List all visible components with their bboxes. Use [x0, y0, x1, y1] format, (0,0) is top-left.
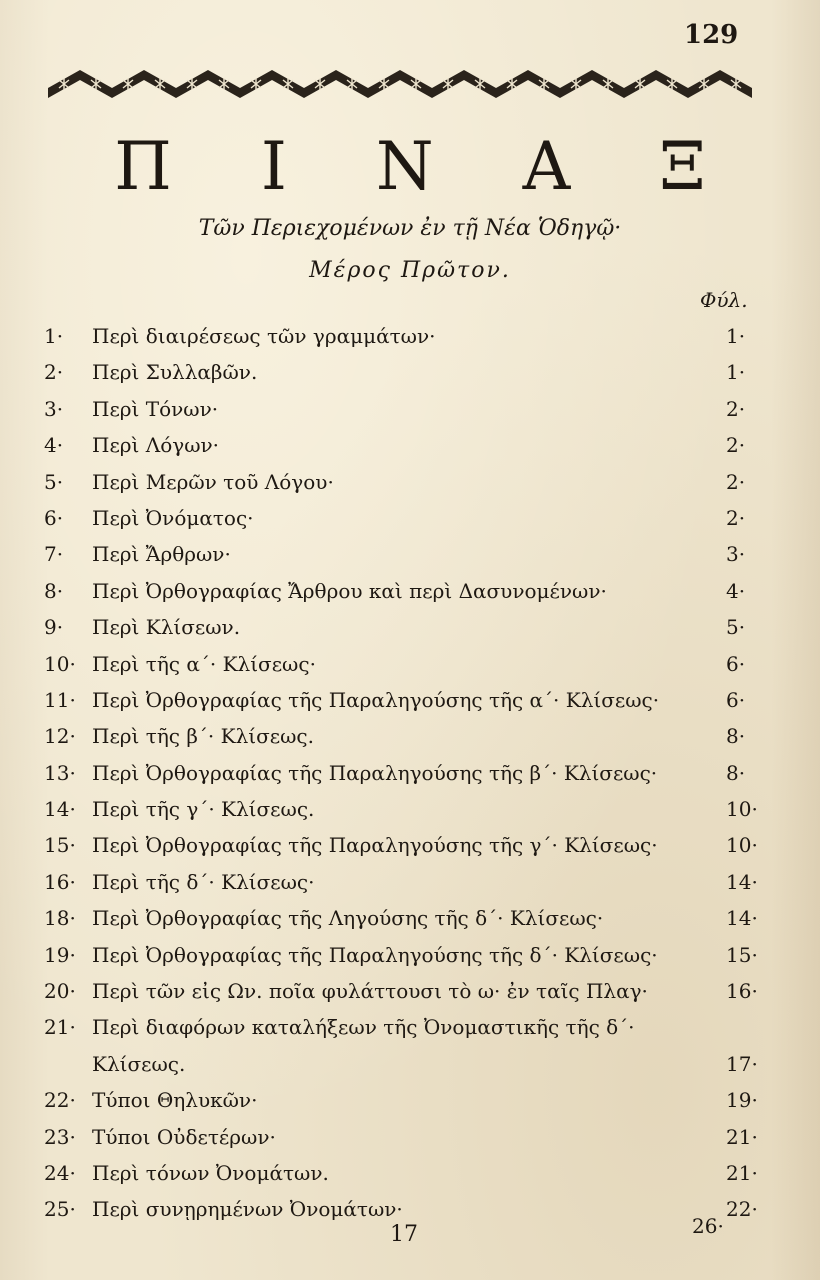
toc-entry-page: 21· [726, 1124, 758, 1149]
toc-entry-number: 13· [44, 760, 76, 785]
page-number: 129 [684, 20, 739, 50]
toc-entry [0, 900, 820, 936]
toc-entry-page: 6· [726, 651, 746, 676]
toc-entry-page: 19· [726, 1088, 758, 1113]
toc-entry [0, 827, 820, 863]
toc-entry-number: 9· [44, 615, 64, 640]
toc-entry-number: 10· [44, 651, 76, 676]
toc-entry-page: 14· [726, 906, 758, 931]
toc-entry-title: Περὶ τῆς β΄· Κλίσεως. [92, 724, 314, 749]
catchword: 26· [692, 1214, 724, 1238]
toc-entry-title: Περὶ τῆς α΄· Κλίσεως· [92, 651, 316, 676]
toc-entry-page: 3· [726, 542, 746, 567]
toc-entry-title: Τύποι Θηλυκῶν· [92, 1088, 258, 1113]
toc-entry-page: 2· [726, 469, 746, 494]
toc-entry-number: 8· [44, 578, 64, 603]
page-title: Π Ι Ν Α Ξ [114, 128, 740, 205]
toc-entry-title: Περὶ Κλίσεων. [92, 615, 241, 640]
toc-entry [0, 973, 820, 1009]
toc-entry-page: 4· [726, 578, 746, 603]
toc-entry-page: 17· [726, 1051, 758, 1076]
toc-entry-title: Περὶ Μερῶν τοῦ Λόγου· [92, 469, 334, 494]
toc-entry-title: Περὶ Ὀρθογραφίας τῆς Παραληγούσης τῆς δ΄· Κλίσεως· [92, 942, 658, 967]
table-of-contents [0, 318, 820, 1228]
toc-entry-page: 6· [726, 687, 746, 712]
toc-entry-title: Τύποι Οὐδετέρων· [92, 1124, 276, 1149]
toc-entry [0, 500, 820, 536]
toc-entry-number: 6· [44, 505, 64, 530]
toc-entry [0, 609, 820, 645]
toc-entry [0, 573, 820, 609]
toc-entry-title: Περὶ Ὀρθογραφίας Ἄρθρου καὶ περὶ Δασυνομένων· [92, 578, 607, 603]
toc-entry-page: 15· [726, 942, 758, 967]
toc-entry-page: 2· [726, 505, 746, 530]
toc-entry-number: 19· [44, 942, 76, 967]
toc-entry-number: 14· [44, 797, 76, 822]
page-subtitle: Τῶν Περιεχομένων ἐν τῇ Νέα Ὁδηγῷ· [198, 216, 622, 241]
toc-entry [0, 318, 820, 354]
toc-entry [0, 646, 820, 682]
toc-entry-number: 3· [44, 396, 64, 421]
toc-entry [0, 937, 820, 973]
toc-entry-number: 25· [44, 1197, 76, 1222]
toc-entry-number: 15· [44, 833, 76, 858]
toc-entry-number: 21· [44, 1015, 76, 1040]
toc-entry-title: Περὶ Ἄρθρων· [92, 542, 231, 567]
toc-entry-number: 2· [44, 360, 64, 385]
toc-entry-number: 12· [44, 724, 76, 749]
toc-entry-number: 20· [44, 979, 76, 1004]
toc-entry [0, 1155, 820, 1191]
toc-entry-title: Περὶ τόνων Ὀνομάτων. [92, 1160, 329, 1185]
toc-entry-page: 22· [726, 1197, 758, 1222]
toc-entry-page: 21· [726, 1160, 758, 1185]
toc-entry [0, 427, 820, 463]
toc-entry [0, 864, 820, 900]
toc-entry-title: Περὶ Ὀρθογραφίας τῆς Παραληγούσης τῆς γ΄· Κλίσεως· [92, 833, 658, 858]
toc-entry [0, 464, 820, 500]
toc-entry-number: 1· [44, 324, 64, 348]
toc-entry-title: Περὶ Συλλαβῶν. [92, 360, 258, 385]
toc-entry-page: 10· [726, 797, 758, 822]
toc-entry-number: 18· [44, 906, 76, 931]
toc-entry-page: 1· [726, 324, 746, 348]
toc-entry-title: Περὶ Τόνων· [92, 396, 219, 421]
toc-entry-number: 11· [44, 687, 76, 712]
toc-entry-page: 5· [726, 615, 746, 640]
toc-entry-number: 22· [44, 1088, 76, 1113]
toc-entry [0, 1119, 820, 1155]
toc-entry-title: Περὶ τῆς δ΄· Κλίσεως· [92, 869, 315, 894]
toc-entry-title: Περὶ τῆς γ΄· Κλίσεως. [92, 797, 315, 822]
toc-entry [0, 1046, 820, 1082]
toc-entry [0, 718, 820, 754]
toc-entry-title: Περὶ τῶν εἰς Ων. ποῖα φυλάττουσι τὸ ω· ἐν ταῖς Πλαγ· [92, 979, 648, 1004]
ornamental-border [48, 58, 752, 100]
part-heading: Μέρος Πρῶτον. [309, 258, 511, 283]
toc-entry [0, 755, 820, 791]
toc-entry-number: 5· [44, 469, 64, 494]
toc-entry [0, 391, 820, 427]
toc-entry-number: 16· [44, 869, 76, 894]
toc-entry-title: Περὶ διαφόρων καταλήξεων τῆς Ὀνομαστικῆς τῆς δ΄· [92, 1015, 635, 1040]
toc-entry-number: 23· [44, 1124, 76, 1149]
toc-entry [0, 354, 820, 390]
toc-entry-title: Περὶ Ὀρθογραφίας τῆς Παραληγούσης τῆς α΄· Κλίσεως· [92, 687, 660, 712]
toc-entry-page: 1· [726, 360, 746, 385]
toc-entry-title: Περὶ Ὀρθογραφίας τῆς Παραληγούσης τῆς β΄· Κλίσεως· [92, 760, 658, 785]
toc-entry-title: Περὶ Λόγων· [92, 433, 220, 458]
toc-entry [0, 791, 820, 827]
toc-entry-title: Περὶ Ὀνόματος· [92, 505, 254, 530]
toc-entry-page: 8· [726, 760, 746, 785]
toc-entry-page: 14· [726, 869, 758, 894]
toc-entry-title: Περὶ συνῃρημένων Ὀνομάτων· [92, 1197, 403, 1222]
toc-entry-page: 2· [726, 396, 746, 421]
toc-entry-page: 10· [726, 833, 758, 858]
toc-entry [0, 1082, 820, 1118]
toc-entry-title: Κλίσεως. [92, 1051, 186, 1076]
toc-entry [0, 682, 820, 718]
toc-entry-page: 2· [726, 433, 746, 458]
toc-entry [0, 1009, 820, 1045]
toc-entry-page: 16· [726, 979, 758, 1004]
page-column-heading: Φύλ. [700, 288, 748, 312]
signature-mark: 17 [390, 1222, 418, 1247]
toc-entry-number: 4· [44, 433, 64, 458]
toc-entry-title: Περὶ Ὀρθογραφίας τῆς Ληγούσης τῆς δ΄· Κλίσεως· [92, 906, 604, 931]
toc-entry-number: 7· [44, 542, 64, 567]
toc-entry-number: 24· [44, 1160, 76, 1185]
toc-entry-page: 8· [726, 724, 746, 749]
toc-entry [0, 536, 820, 572]
toc-entry-title: Περὶ διαιρέσεως τῶν γραμμάτων· [92, 324, 436, 348]
